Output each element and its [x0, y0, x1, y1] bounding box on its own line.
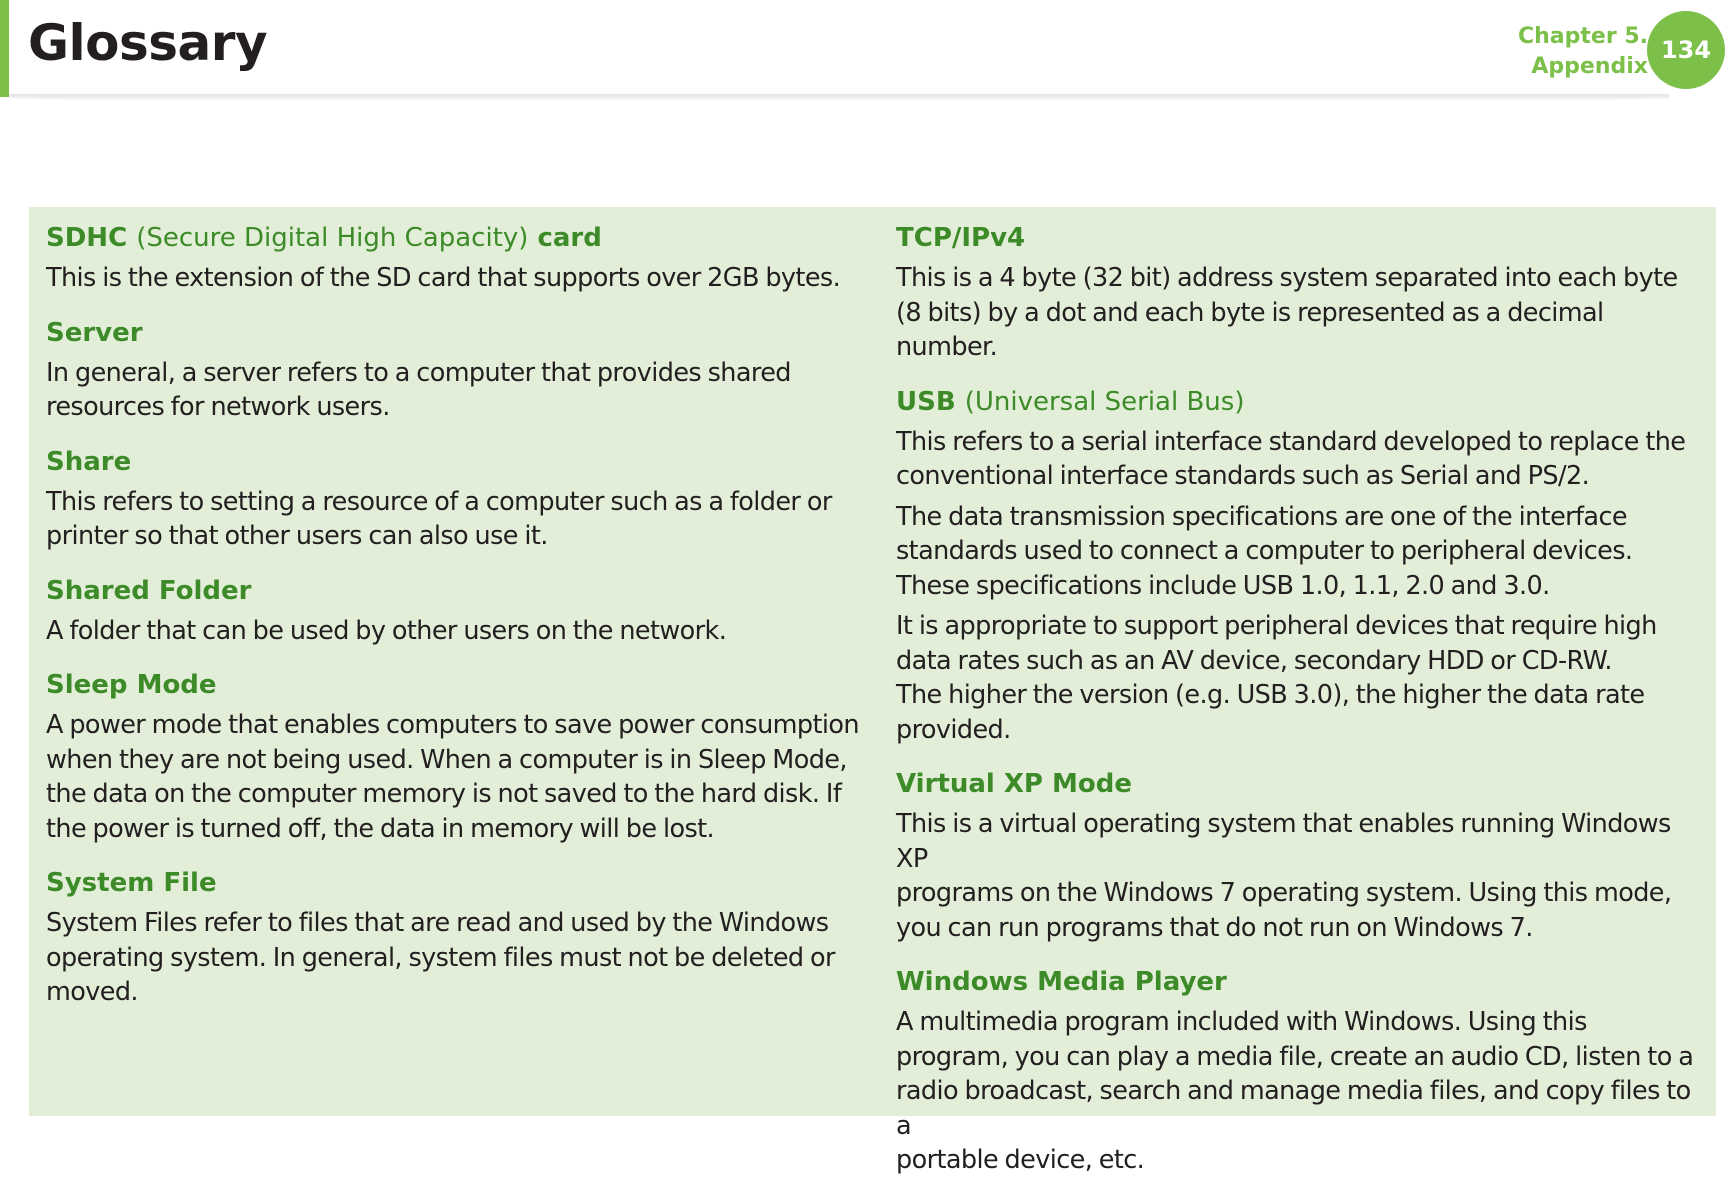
glossary-term — [46, 447, 876, 477]
term-name: USB — [896, 386, 956, 417]
term-name: TCP/IPv4 — [896, 223, 1026, 253]
glossary-entry — [896, 223, 1708, 365]
term-description — [46, 485, 876, 554]
term-name: SDHC — [46, 223, 128, 253]
page-header — [0, 0, 1735, 130]
description-line: (8 bits) by a dot and each byte is represented as a decimal number. — [896, 297, 1604, 362]
term-description — [46, 614, 876, 649]
description-line: This is a virtual operating system that enables running Windows XP — [896, 809, 1671, 874]
glossary-entry — [46, 670, 876, 846]
glossary-entry — [896, 769, 1708, 945]
description-line: The higher the version (e.g. USB 3.0), the higher the data rate — [896, 680, 1645, 710]
description-line: programs on the Windows 7 operating system. Using this mode, — [896, 878, 1672, 908]
glossary-entry — [896, 967, 1708, 1178]
description-line: standards used to connect a computer to peripheral devices. — [896, 536, 1633, 566]
description-line: A folder that can be used by other users on the network. — [46, 615, 727, 646]
glossary-term — [46, 318, 876, 348]
description-line: This is a 4 byte (32 bit) address system separated into each byte — [896, 263, 1678, 293]
glossary-entry — [46, 447, 876, 554]
description-line: the power is turned off, the data in memory will be lost. — [46, 813, 715, 844]
term-description — [896, 261, 1708, 365]
term-name: Share — [46, 446, 132, 477]
term-name: Sleep Mode — [46, 670, 217, 700]
description-line: program, you can play a media file, create an audio CD, listen to a — [896, 1041, 1694, 1072]
description-line: printer so that other users can also use it. — [46, 521, 548, 551]
term-name: Shared Folder — [46, 575, 252, 606]
glossary-term — [46, 223, 876, 253]
description-line: conventional interface standards such as Serial and PS/2. — [896, 461, 1590, 491]
term-description — [46, 261, 876, 296]
glossary-entry — [46, 318, 876, 425]
description-line: portable device, etc. — [896, 1145, 1145, 1175]
description-line: data rates such as an AV device, secondary HDD or CD-RW. — [896, 645, 1612, 676]
term-expansion: (Secure Digital High Capacity) — [136, 223, 529, 253]
term-description — [896, 425, 1708, 494]
term-description — [896, 1005, 1708, 1178]
page-title: Glossary — [28, 14, 268, 72]
term-description — [896, 500, 1708, 604]
accent-bar — [0, 0, 9, 97]
glossary-panel — [29, 207, 1716, 1175]
term-description — [896, 807, 1708, 945]
glossary-term — [896, 223, 1708, 253]
term-name: System File — [46, 868, 217, 898]
description-line: This is the extension of the SD card that supports over 2GB bytes. — [46, 263, 841, 293]
description-line: A multimedia program included with Windows. Using this — [896, 1007, 1587, 1037]
description-line: the data on the computer memory is not saved to the hard disk. If — [46, 779, 842, 809]
description-line: This refers to a serial interface standard developed to replace the — [896, 426, 1686, 457]
glossary-term — [46, 868, 876, 898]
chapter-label — [1518, 22, 1648, 82]
term-description — [896, 609, 1708, 747]
term-name: Windows Media Player — [896, 967, 1227, 997]
description-line: operating system. In general, system files must not be deleted or — [46, 942, 835, 973]
description-line: This refers to setting a resource of a computer such as a folder or — [46, 486, 832, 517]
glossary-term — [896, 387, 1708, 417]
glossary-entry — [46, 576, 876, 649]
term-expansion: (Universal Serial Bus) — [964, 386, 1245, 417]
glossary-term — [896, 967, 1708, 997]
glossary-column-right — [896, 223, 1708, 1200]
description-line: provided. — [896, 714, 1011, 745]
description-line: These specifications include USB 1.0, 1.1, 2.0 and 3.0. — [896, 570, 1550, 601]
description-line: moved. — [46, 977, 138, 1007]
glossary-term — [46, 670, 876, 700]
glossary-column-left — [46, 223, 876, 1032]
glossary-entry — [896, 387, 1708, 748]
description-line: A power mode that enables computers to save power consumption — [46, 710, 859, 740]
term-description — [46, 708, 876, 846]
chapter-number: Chapter 5. — [1517, 24, 1648, 49]
glossary-term — [46, 576, 876, 606]
term-suffix: card — [537, 223, 602, 253]
description-line: you can run programs that do not run on Windows 7. — [896, 912, 1533, 943]
term-name: Server — [46, 317, 143, 348]
page-number-badge: 134 — [1647, 11, 1725, 89]
glossary-entry — [46, 223, 876, 296]
glossary-entry — [46, 868, 876, 1010]
term-name: Virtual XP Mode — [896, 769, 1132, 799]
chapter-name: Appendix — [1531, 54, 1648, 79]
description-line: It is appropriate to support peripheral devices that require high — [896, 611, 1657, 641]
description-line: radio broadcast, search and manage media files, and copy files to a — [896, 1076, 1691, 1141]
description-line: resources for network users. — [46, 392, 390, 422]
term-description — [46, 906, 876, 1010]
glossary-term — [896, 769, 1708, 799]
description-line: when they are not being used. When a computer is in Sleep Mode, — [46, 744, 847, 775]
description-line: The data transmission specifications are one of the interface — [896, 501, 1627, 532]
header-divider — [9, 94, 1669, 102]
description-line: System Files refer to files that are read and used by the Windows — [46, 908, 829, 938]
term-description — [46, 356, 876, 425]
description-line: In general, a server refers to a computer that provides shared — [46, 357, 791, 388]
